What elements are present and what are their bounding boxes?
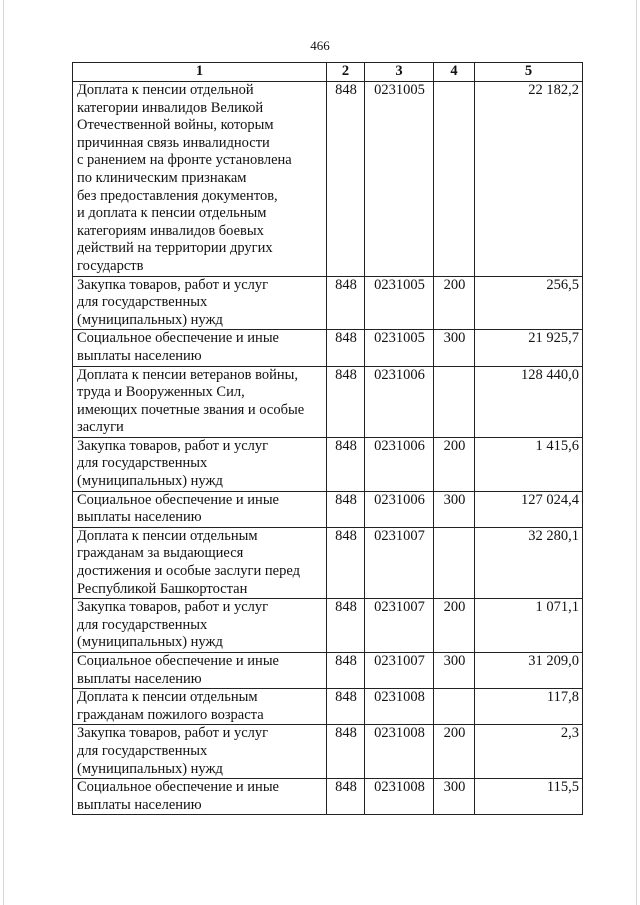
row-col-4-code: 300	[434, 330, 475, 366]
table-row	[73, 82, 583, 277]
row-col-2-code: 848	[327, 653, 365, 689]
row-col-4-code	[434, 689, 475, 725]
row-col-3-code: 0231006	[365, 491, 434, 527]
row-col-2-code: 848	[327, 437, 365, 491]
row-col-2-code: 848	[327, 82, 365, 277]
row-col-3-code: 0231007	[365, 599, 434, 653]
header-row	[73, 63, 583, 82]
row-col-2-code: 848	[327, 330, 365, 366]
row-description: Закупка товаров, работ и услуг для государственных (муниципальных) нужд	[73, 437, 327, 491]
row-description: Закупка товаров, работ и услуг для государственных (муниципальных) нужд	[73, 599, 327, 653]
row-col-3-code: 0231005	[365, 330, 434, 366]
row-col-2-code: 848	[327, 725, 365, 779]
row-col-2-code: 848	[327, 599, 365, 653]
table-row	[73, 599, 583, 653]
row-amount: 256,5	[475, 276, 583, 330]
row-description: Социальное обеспечение и иные выплаты населению	[73, 779, 327, 815]
table-row	[73, 779, 583, 815]
row-description: Доплата к пенсии отдельным гражданам пожилого возраста	[73, 689, 327, 725]
header-col-2: 2	[327, 63, 365, 82]
table-row	[73, 653, 583, 689]
table-row	[73, 491, 583, 527]
row-description: Социальное обеспечение и иные выплаты населению	[73, 653, 327, 689]
row-col-3-code: 0231008	[365, 779, 434, 815]
table-row	[73, 527, 583, 598]
header-col-4: 4	[434, 63, 475, 82]
row-col-3-code: 0231008	[365, 725, 434, 779]
row-col-4-code	[434, 366, 475, 437]
table-row	[73, 725, 583, 779]
row-col-4-code: 300	[434, 779, 475, 815]
row-amount: 2,3	[475, 725, 583, 779]
row-amount: 22 182,2	[475, 82, 583, 277]
row-amount: 31 209,0	[475, 653, 583, 689]
table-row	[73, 276, 583, 330]
row-amount: 21 925,7	[475, 330, 583, 366]
row-col-2-code: 848	[327, 527, 365, 598]
row-description: Закупка товаров, работ и услуг для государственных (муниципальных) нужд	[73, 276, 327, 330]
header-col-1: 1	[73, 63, 327, 82]
row-col-4-code: 200	[434, 276, 475, 330]
row-description: Закупка товаров, работ и услуг для государственных (муниципальных) нужд	[73, 725, 327, 779]
page-number: 466	[310, 38, 330, 53]
row-col-3-code: 0231007	[365, 653, 434, 689]
row-col-3-code: 0231007	[365, 527, 434, 598]
row-description: Доплата к пенсии отдельным гражданам за выдающиеся достижения и особые заслуги перед Республикой Башкортостан	[73, 527, 327, 598]
row-amount: 127 024,4	[475, 491, 583, 527]
row-description: Доплата к пенсии ветеранов войны, труда и Вооруженных Сил, имеющих почетные звания и особые заслуги	[73, 366, 327, 437]
row-col-3-code: 0231006	[365, 366, 434, 437]
table-body	[73, 82, 583, 815]
row-col-2-code: 848	[327, 689, 365, 725]
row-col-3-code: 0231006	[365, 437, 434, 491]
row-col-2-code: 848	[327, 779, 365, 815]
row-col-2-code: 848	[327, 276, 365, 330]
row-amount: 1 415,6	[475, 437, 583, 491]
budget-table	[72, 62, 583, 815]
row-description: Социальное обеспечение и иные выплаты населению	[73, 491, 327, 527]
table-row	[73, 689, 583, 725]
row-col-4-code	[434, 82, 475, 277]
row-amount: 32 280,1	[475, 527, 583, 598]
row-col-4-code: 300	[434, 491, 475, 527]
row-col-4-code: 200	[434, 725, 475, 779]
row-amount: 1 071,1	[475, 599, 583, 653]
table-row	[73, 437, 583, 491]
row-col-4-code: 300	[434, 653, 475, 689]
row-amount: 117,8	[475, 689, 583, 725]
row-description: Социальное обеспечение и иные выплаты населению	[73, 330, 327, 366]
header-col-5: 5	[475, 63, 583, 82]
header-col-3: 3	[365, 63, 434, 82]
row-amount: 115,5	[475, 779, 583, 815]
table-header	[73, 63, 583, 82]
scan-edge-left	[3, 0, 4, 905]
table-row	[73, 330, 583, 366]
row-col-4-code: 200	[434, 599, 475, 653]
row-col-3-code: 0231005	[365, 82, 434, 277]
row-col-3-code: 0231008	[365, 689, 434, 725]
scan-edge-right	[636, 0, 637, 905]
row-col-4-code	[434, 527, 475, 598]
row-col-4-code: 200	[434, 437, 475, 491]
row-col-2-code: 848	[327, 491, 365, 527]
row-col-3-code: 0231005	[365, 276, 434, 330]
row-amount: 128 440,0	[475, 366, 583, 437]
row-description: Доплата к пенсии отдельной категории инвалидов Великой Отечественной войны, которым причинная связь инвалидности с ранением на фронте установлена по клиническим признакам без предоставления документов, и доплата к пенсии отдельным категориям инвалидов боевых действий на территории других государств	[73, 82, 327, 277]
table-row	[73, 366, 583, 437]
row-col-2-code: 848	[327, 366, 365, 437]
